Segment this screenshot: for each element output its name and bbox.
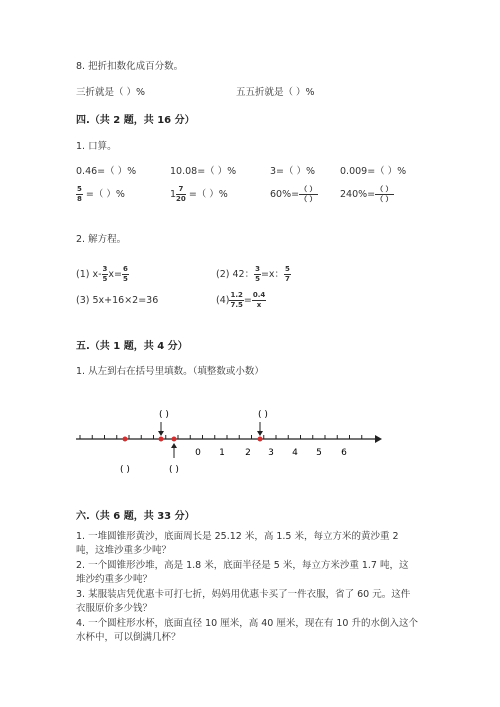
tick-label-5: 5 [316, 448, 322, 458]
section5-heading: 五.（共 1 题，共 4 分） [76, 341, 188, 352]
arrowhead-up-icon [171, 443, 177, 448]
fraction: $\frac{0.4}{x}$ [252, 291, 266, 309]
tick-label-6: 6 [341, 448, 347, 458]
blank-bottom-2: ( ) [169, 465, 179, 475]
equation-1: (1) x- $\frac{3}{5}$ x= $\frac{6}{5}$ [76, 265, 128, 283]
oral-calc-8: 240%= $\frac{( )}{( )}$ [340, 185, 393, 203]
fraction: $\frac{5}{8}$ [77, 185, 82, 203]
oral-calc-4: 0.009=（ ）% [340, 166, 407, 177]
number-line [70, 400, 390, 480]
blank-bottom-1: ( ) [120, 465, 130, 475]
fraction: $\frac{3}{5}$ [102, 265, 108, 283]
oral-calc-1: 0.46=（ ）% [76, 166, 137, 177]
blank-top-1: ( ) [159, 410, 169, 420]
q8-title: 8. 把折扣数化成百分数。 [76, 61, 184, 72]
section4-heading: 四.（共 2 题，共 16 分） [76, 115, 195, 126]
problem-3: 3. 某服装店凭优惠卡可打七折，妈妈用优惠卡买了一件衣服，省了 60 元。这件 衣服原价多少钱？ [76, 589, 411, 614]
section6-heading: 六.（共 6 题，共 33 分） [76, 511, 195, 522]
tick-label-2: 2 [245, 448, 251, 458]
s4-q2-title: 2. 解方程。 [76, 234, 127, 245]
fraction: $\frac{1.2}{7.5}$ [230, 291, 243, 309]
fraction: $\frac{6}{5}$ [123, 265, 128, 283]
problem-2: 2. 一个圆锥形沙堆，高是 1.8 米，底面半径是 5 米，每立方米沙重 1.7 吨，这 堆沙约重多少吨？ [76, 560, 409, 585]
problem-1: 1. 一堆圆锥形黄沙，底面周长是 25.12 米，高 1.5 米，每立方米的黄沙重 2 吨，这堆沙重多少吨？ [76, 531, 399, 556]
q8-right: 五五折就是（ ）% [236, 87, 315, 98]
equation-2: (2) 42： $\frac{3}{5}$ =x： $\frac{5}{7}$ [216, 265, 290, 283]
oral-calc-2: 10.08=（ ）% [170, 166, 237, 177]
s5-q1-title: 1. 从左到右在括号里填数。（填整数或小数） [76, 366, 264, 377]
q8-left: 三折就是（ ）% [76, 87, 146, 98]
oral-calc-3: 3=（ ）% [270, 166, 316, 177]
arrowhead-down-icon [158, 431, 164, 436]
equation-4: (4) $\frac{1.2}{7.5}$ = $\frac{0.4}{x}$ [216, 291, 266, 309]
fraction: $\frac{( )}{( )}$ [300, 185, 317, 203]
fraction: $\frac{7}{20}$ [176, 185, 186, 203]
point-b [159, 437, 164, 442]
fraction: $\frac{( )}{( )}$ [376, 185, 393, 203]
s4-q1-title: 1. 口算。 [76, 141, 117, 152]
fraction: $\frac{5}{7}$ [285, 265, 290, 283]
tick-label-4: 4 [292, 448, 298, 458]
axis-arrowhead [375, 435, 382, 443]
tick-label-3: 3 [268, 448, 274, 458]
oral-calc-6: 1 $\frac{7}{20}$ =（ ）% [170, 185, 228, 203]
fraction: $\frac{3}{5}$ [255, 265, 260, 283]
oral-calc-7: 60%= $\frac{( )}{( )}$ [270, 185, 317, 203]
equation-3: (3) 5x+16×2=36 [76, 295, 159, 306]
blank-top-2: ( ) [258, 410, 268, 420]
point-c [172, 437, 177, 442]
point-d [258, 437, 263, 442]
tick-label-0: 0 [195, 448, 201, 458]
problem-4: 4. 一个圆柱形水杯，底面直径 10 厘米，高 40 厘米，现在有 10 升的水倒入这个 水杯中，可以倒满几杯？ [76, 618, 418, 643]
oral-calc-5: $\frac{5}{8}$ =（ ）% [77, 185, 125, 203]
point-a [123, 437, 128, 442]
tick-label-1: 1 [219, 448, 225, 458]
arrowhead-down-icon [257, 431, 263, 436]
